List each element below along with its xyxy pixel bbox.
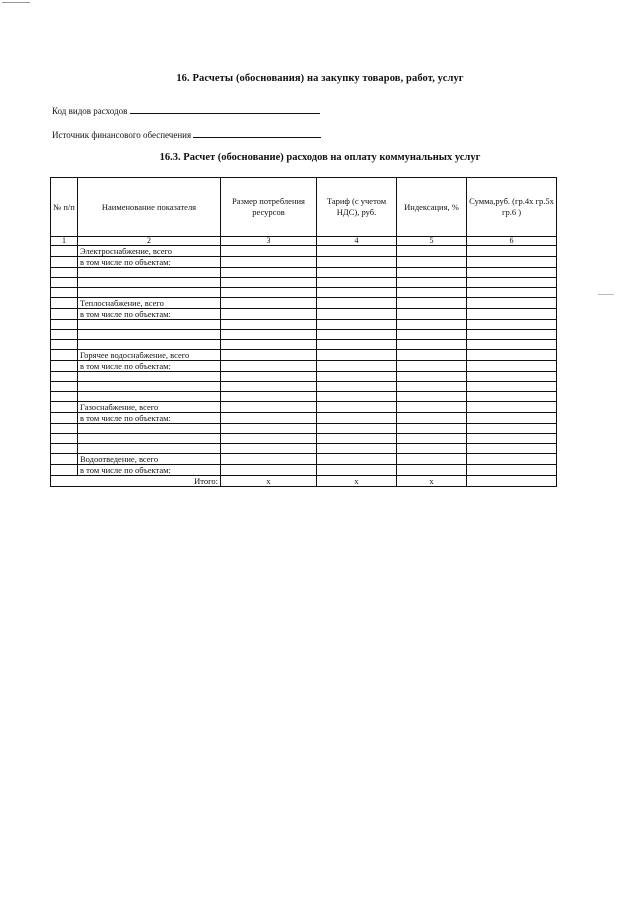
empty-cell [317,320,397,330]
empty-cell [467,382,557,392]
indicator-name-cell [78,288,221,298]
empty-cell [467,268,557,278]
empty-cell [51,372,78,382]
empty-cell [51,288,78,298]
empty-cell [397,320,467,330]
empty-cell [317,413,397,424]
empty-cell [467,340,557,350]
empty-cell [51,278,78,288]
table-row [51,330,557,340]
empty-cell [317,402,397,413]
empty-cell [317,278,397,288]
indicator-name-cell: в том числе по объектам: [78,309,221,320]
empty-cell [221,309,317,320]
empty-cell [221,392,317,402]
column-number: 3 [221,237,317,246]
empty-cell [467,320,557,330]
empty-cell [317,330,397,340]
scan-corner-mark [2,2,30,3]
empty-cell [467,413,557,424]
empty-cell [221,413,317,424]
empty-cell [467,361,557,372]
column-number: 6 [467,237,557,246]
empty-cell [467,465,557,476]
header-consumption: Размер потребления ресурсов [221,178,317,237]
indicator-name-cell: Водоотведение, всего [78,454,221,465]
empty-cell [51,298,78,309]
empty-cell [51,350,78,361]
header-row [51,178,557,237]
table-row [51,413,557,424]
empty-cell [51,361,78,372]
empty-cell [221,454,317,465]
funding-source-blank [193,128,321,138]
empty-cell [467,434,557,444]
empty-cell [317,382,397,392]
total-row [51,476,557,487]
section-title: 16.3. Расчет (обоснование) расходов на оплату коммунальных услуг [159,152,481,163]
empty-cell [317,298,397,309]
empty-cell [221,382,317,392]
empty-cell [221,350,317,361]
indicator-name-cell [78,268,221,278]
table-row [51,298,557,309]
empty-cell [317,288,397,298]
empty-cell [51,434,78,444]
table-row [51,434,557,444]
empty-cell [221,434,317,444]
total-sum [467,476,557,487]
scan-side-mark [598,294,614,295]
empty-cell [397,465,467,476]
empty-cell [221,246,317,257]
empty-cell [317,340,397,350]
empty-cell [467,350,557,361]
empty-cell [51,413,78,424]
empty-cell [467,402,557,413]
empty-cell [397,434,467,444]
empty-cell [317,424,397,434]
empty-cell [221,340,317,350]
table-row [51,361,557,372]
empty-cell [317,257,397,268]
indicator-name-cell: в том числе по объектам: [78,465,221,476]
empty-cell [467,278,557,288]
empty-cell [397,330,467,340]
empty-cell [397,444,467,454]
column-number: 4 [317,237,397,246]
indicator-name-cell [78,382,221,392]
empty-cell [317,268,397,278]
empty-cell [317,309,397,320]
empty-cell [51,382,78,392]
empty-cell [397,454,467,465]
empty-cell [51,340,78,350]
funding-source-label: Источник финансового обеспечения [52,130,192,140]
empty-cell [397,382,467,392]
empty-cell [467,392,557,402]
empty-cell [221,278,317,288]
empty-cell [221,330,317,340]
empty-cell [317,372,397,382]
empty-cell [397,278,467,288]
table-row [51,382,557,392]
empty-cell [51,454,78,465]
empty-cell [317,361,397,372]
empty-cell [467,257,557,268]
table-row [51,350,557,361]
indicator-name-cell [78,434,221,444]
indicator-name-cell [78,424,221,434]
indicator-name-cell: в том числе по объектам: [78,257,221,268]
empty-cell [51,444,78,454]
empty-cell [51,257,78,268]
table-row [51,278,557,288]
empty-cell [397,298,467,309]
empty-cell [397,392,467,402]
empty-cell [317,454,397,465]
table-row [51,392,557,402]
empty-cell [397,309,467,320]
expense-code-label: Код видов расходов [52,106,128,116]
indicator-name-cell: Теплоснабжение, всего [78,298,221,309]
empty-cell [221,298,317,309]
table-row [51,309,557,320]
indicator-name-cell: Электроснабжение, всего [78,246,221,257]
empty-cell [317,444,397,454]
empty-cell [467,246,557,257]
empty-cell [397,350,467,361]
table-row [51,454,557,465]
column-number: 1 [51,237,78,246]
indicator-name-cell [78,330,221,340]
table-row [51,288,557,298]
empty-cell [51,392,78,402]
empty-cell [221,402,317,413]
empty-cell [397,268,467,278]
header-number: № п/п [51,178,78,237]
empty-cell [397,361,467,372]
empty-cell [467,309,557,320]
empty-cell [467,444,557,454]
empty-cell [51,246,78,257]
empty-cell [397,246,467,257]
empty-cell [317,465,397,476]
indicator-name-cell [78,392,221,402]
empty-cell [51,320,78,330]
indicator-name-cell [78,444,221,454]
empty-cell [221,320,317,330]
empty-cell [221,372,317,382]
table-row [51,465,557,476]
empty-cell [397,424,467,434]
indicator-name-cell: в том числе по объектам: [78,413,221,424]
empty-cell [467,288,557,298]
empty-cell [317,350,397,361]
table-row [51,320,557,330]
indicator-name-cell [78,278,221,288]
empty-cell [221,361,317,372]
header-indexation: Индексация, % [397,178,467,237]
table-row [51,424,557,434]
empty-cell [221,257,317,268]
table-row [51,444,557,454]
header-indicator-name: Наименование показателя [78,178,221,237]
table-row [51,372,557,382]
header-tariff: Тариф (с учетом НДС), руб. [317,178,397,237]
empty-cell [397,340,467,350]
header-sum: Сумма,руб. (гр.4х гр.5х гр.6 ) [467,178,557,237]
column-number-row [51,237,557,246]
empty-cell [221,268,317,278]
indicator-name-cell [78,372,221,382]
empty-cell [221,444,317,454]
empty-cell [51,424,78,434]
empty-cell [317,392,397,402]
empty-cell [317,246,397,257]
indicator-name-cell [78,340,221,350]
indicator-name-cell: Газоснабжение, всего [78,402,221,413]
empty-cell [397,413,467,424]
empty-cell [397,372,467,382]
empty-cell [467,372,557,382]
empty-cell [51,465,78,476]
total-consumption: x [221,476,317,487]
empty-cell [51,268,78,278]
expense-code-field [52,104,320,116]
indicator-name-cell: Горячее водоснабжение, всего [78,350,221,361]
utilities-calculation-table [50,177,557,487]
column-number: 2 [78,237,221,246]
expense-code-blank [130,104,320,114]
table-row [51,402,557,413]
empty-cell [51,402,78,413]
indicator-name-cell [78,320,221,330]
empty-cell [51,330,78,340]
table-row [51,246,557,257]
empty-cell [467,454,557,465]
column-number: 5 [397,237,467,246]
empty-cell [317,434,397,444]
table-row [51,268,557,278]
empty-cell [467,330,557,340]
total-tariff: x [317,476,397,487]
total-label: Итого: [51,476,221,487]
empty-cell [221,288,317,298]
empty-cell [467,424,557,434]
empty-cell [221,424,317,434]
page-title: 16. Расчеты (обоснования) на закупку товаров, работ, услуг [176,73,464,84]
empty-cell [397,257,467,268]
table-row [51,340,557,350]
indicator-name-cell: в том числе по объектам: [78,361,221,372]
empty-cell [221,465,317,476]
total-indexation: x [397,476,467,487]
empty-cell [397,288,467,298]
empty-cell [397,402,467,413]
empty-cell [51,309,78,320]
empty-cell [467,298,557,309]
funding-source-field [52,128,321,140]
table-row [51,257,557,268]
